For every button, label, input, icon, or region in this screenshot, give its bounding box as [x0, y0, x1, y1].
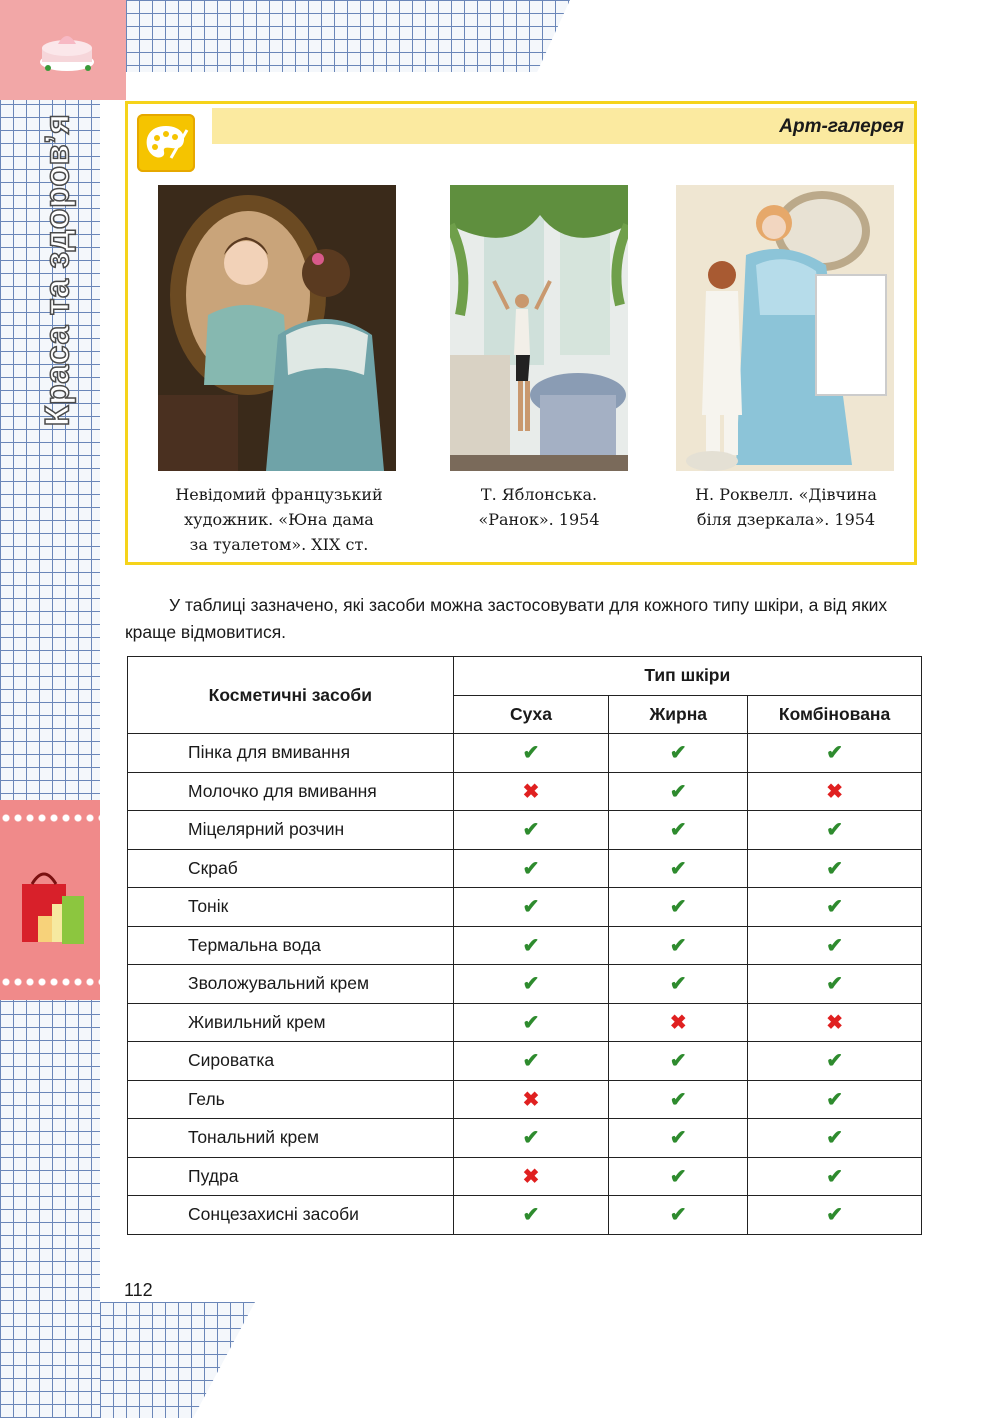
check-icon: ✔	[609, 965, 748, 1004]
check-icon: ✔	[748, 1080, 922, 1119]
table-row	[128, 1119, 922, 1158]
check-icon: ✔	[453, 849, 609, 888]
graph-paper-bottom	[100, 1302, 255, 1418]
product-name: Гель	[128, 1080, 454, 1119]
product-name: Зволожувальний крем	[128, 965, 454, 1004]
table-row	[128, 849, 922, 888]
header-skin-type: Тип шкіри	[453, 657, 921, 696]
graph-paper-top	[100, 0, 570, 72]
product-name: Міцелярний розчин	[128, 811, 454, 850]
product-name: Пудра	[128, 1157, 454, 1196]
check-icon: ✔	[609, 1157, 748, 1196]
product-name: Скраб	[128, 849, 454, 888]
painting-caption: Невідомий французький художник. «Юна дама за туалетом». XIX ст.	[175, 485, 383, 554]
gallery-header	[212, 108, 914, 144]
intro-paragraph: У таблиці зазначено, які засоби можна застосовувати для кожного типу шкіри, а від яких краще відмовитися.	[125, 595, 888, 642]
palette-icon	[137, 114, 195, 172]
section-tab	[0, 0, 126, 100]
header-oily: Жирна	[609, 695, 748, 734]
painting-girl-mirror	[676, 185, 894, 471]
check-icon: ✔	[453, 926, 609, 965]
section-title: Краса та здоров’я	[38, 113, 77, 427]
lace-border	[0, 810, 100, 826]
cosmetics-table	[127, 656, 922, 1235]
cross-icon: ✖	[453, 1080, 609, 1119]
check-icon: ✔	[609, 926, 748, 965]
check-icon: ✔	[748, 1196, 922, 1235]
header-dry: Суха	[453, 695, 609, 734]
gallery-title: Арт-галерея	[779, 116, 904, 137]
header-products: Косметичні засоби	[128, 657, 454, 734]
cosmetics-jar-icon	[36, 28, 98, 74]
product-name: Сонцезахисні засоби	[128, 1196, 454, 1235]
check-icon: ✔	[609, 811, 748, 850]
painting-caption: Н. Роквелл. «Дівчина біля дзеркала». 1954	[695, 485, 877, 529]
product-name: Сироватка	[128, 1042, 454, 1081]
product-name: Термальна вода	[128, 926, 454, 965]
check-icon: ✔	[453, 734, 609, 773]
check-icon: ✔	[748, 849, 922, 888]
table-row	[128, 888, 922, 927]
table-row	[128, 965, 922, 1004]
check-icon: ✔	[748, 888, 922, 927]
painting-morning	[450, 185, 628, 471]
product-name: Тональний крем	[128, 1119, 454, 1158]
check-icon: ✔	[748, 965, 922, 1004]
check-icon: ✔	[609, 888, 748, 927]
painting-young-lady	[158, 185, 396, 471]
page-number: 112	[124, 1280, 153, 1300]
art-gallery-box	[125, 101, 917, 565]
cross-icon: ✖	[748, 772, 922, 811]
check-icon: ✔	[609, 849, 748, 888]
cross-icon: ✖	[453, 772, 609, 811]
table-row	[128, 1196, 922, 1235]
decor-panel	[0, 800, 100, 1000]
product-name: Живильний крем	[128, 1003, 454, 1042]
product-name: Тонік	[128, 888, 454, 927]
check-icon: ✔	[453, 1196, 609, 1235]
table-row	[128, 926, 922, 965]
check-icon: ✔	[609, 734, 748, 773]
check-icon: ✔	[453, 811, 609, 850]
check-icon: ✔	[748, 734, 922, 773]
check-icon: ✔	[453, 888, 609, 927]
painting-caption: Т. Яблонська. «Ранок». 1954	[478, 485, 600, 529]
check-icon: ✔	[453, 1003, 609, 1042]
gift-bag-icon	[18, 862, 88, 952]
table-row	[128, 1157, 922, 1196]
product-name: Молочко для вмивання	[128, 772, 454, 811]
check-icon: ✔	[609, 1196, 748, 1235]
check-icon: ✔	[748, 811, 922, 850]
cross-icon: ✖	[609, 1003, 748, 1042]
check-icon: ✔	[609, 1080, 748, 1119]
check-icon: ✔	[748, 926, 922, 965]
table-row	[128, 734, 922, 773]
table-header-row	[128, 657, 922, 696]
check-icon: ✔	[609, 1119, 748, 1158]
check-icon: ✔	[609, 1042, 748, 1081]
check-icon: ✔	[748, 1119, 922, 1158]
table-row	[128, 772, 922, 811]
cross-icon: ✖	[748, 1003, 922, 1042]
lace-border	[0, 974, 100, 990]
check-icon: ✔	[609, 772, 748, 811]
check-icon: ✔	[453, 965, 609, 1004]
check-icon: ✔	[748, 1157, 922, 1196]
header-combination: Комбінована	[748, 695, 922, 734]
table-row	[128, 1080, 922, 1119]
cross-icon: ✖	[453, 1157, 609, 1196]
check-icon: ✔	[748, 1042, 922, 1081]
table-row	[128, 1003, 922, 1042]
check-icon: ✔	[453, 1119, 609, 1158]
product-name: Пінка для вмивання	[128, 734, 454, 773]
table-row	[128, 811, 922, 850]
check-icon: ✔	[453, 1042, 609, 1081]
table-row	[128, 1042, 922, 1081]
